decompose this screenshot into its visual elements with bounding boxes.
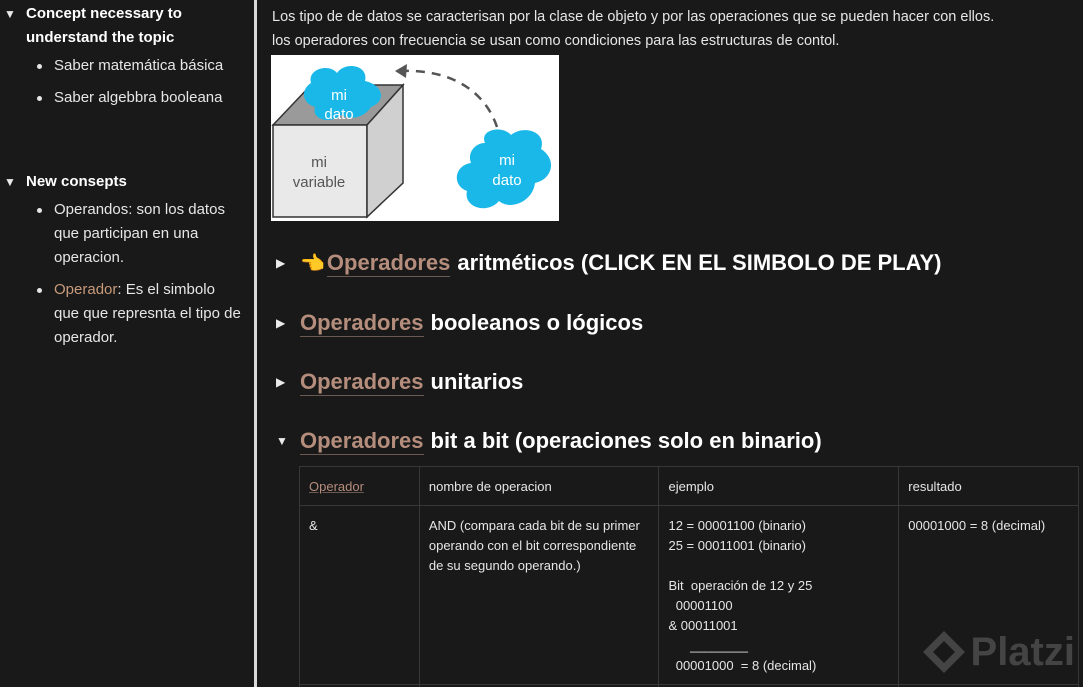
operadores-link[interactable]: Operadores xyxy=(300,427,424,453)
table-cell-nombre[interactable]: AND (compara cada bit de su primer operando con el bit correspondiente de su segundo operando.) xyxy=(419,506,659,685)
toggle-heading-unitarios[interactable] xyxy=(276,366,523,398)
toggle-heading-text: aritméticos (CLICK EN EL SIMBOLO DE PLAY) xyxy=(457,250,942,275)
platzi-watermark xyxy=(921,629,1075,675)
list-item: Saber algebbra booleana xyxy=(0,86,244,110)
toggle-arrow-right-icon[interactable]: ▶ xyxy=(276,316,286,330)
table-header-row xyxy=(300,467,1079,506)
variable-illustration xyxy=(271,55,559,221)
platzi-logo-icon xyxy=(921,629,967,675)
blob-label-2: dato xyxy=(324,106,354,123)
pointing-hand-icon: 👈 xyxy=(300,252,325,275)
sidebar xyxy=(0,0,252,687)
toggle-heading-aritmeticos[interactable] xyxy=(276,247,941,279)
box-label-1: mi xyxy=(311,154,327,171)
list-item: Operandos: son los datos que participan en una operacion. xyxy=(0,198,244,270)
main-content xyxy=(272,0,1072,53)
box-label-2: variable xyxy=(292,174,346,191)
table-cell-operador[interactable]: & xyxy=(300,506,420,685)
operadores-link[interactable]: Operadores xyxy=(326,249,451,275)
blob-label-1: mi xyxy=(499,152,515,169)
intro-line: Los tipo de de datos se caracterisan por la clase de objeto y por las operaciones que se pueden hacer con ellos. xyxy=(272,9,995,25)
bullet-list xyxy=(0,198,244,350)
sidebar-heading: Concept necessary to understand the topic xyxy=(26,5,182,46)
operador-column-link[interactable]: Operador xyxy=(309,479,364,494)
toggle-arrow-down-icon[interactable]: ▼ xyxy=(4,7,16,21)
toggle-arrow-right-icon[interactable]: ▶ xyxy=(276,256,286,270)
list-item-text: : Es el simbolo que que represnta el tipo de operador. xyxy=(54,281,241,346)
operadores-link[interactable]: Operadores xyxy=(300,309,424,335)
watermark-text: Platzi xyxy=(970,629,1075,674)
list-item xyxy=(0,278,244,350)
column-divider xyxy=(254,0,257,687)
toggle-arrow-right-icon[interactable]: ▶ xyxy=(276,375,286,389)
list-item: Saber matemática básica xyxy=(0,54,244,78)
column-header-ejemplo[interactable]: ejemplo xyxy=(659,467,899,506)
column-header-operador[interactable] xyxy=(300,467,420,506)
toggle-heading-text: bit a bit (operaciones solo en binario) xyxy=(430,428,822,453)
sidebar-heading: New consepts xyxy=(26,173,127,190)
blob-label-1: mi xyxy=(331,87,347,104)
arrow-head-icon xyxy=(395,64,407,78)
box-front xyxy=(273,125,367,217)
column-header-nombre[interactable]: nombre de operacion xyxy=(419,467,659,506)
operadores-link[interactable]: Operadores xyxy=(300,368,424,394)
intro-line: los operadores con frecuencia se usan como condiciones para las estructuras de contol. xyxy=(272,33,840,49)
toggle-heading-text: booleanos o lógicos xyxy=(430,310,644,335)
column-header-resultado[interactable]: resultado xyxy=(899,467,1079,506)
operador-link[interactable]: Operador xyxy=(54,281,118,298)
dashed-arrow xyxy=(401,71,497,127)
toggle-arrow-down-icon[interactable]: ▼ xyxy=(4,175,16,189)
blob-label-2: dato xyxy=(492,172,522,189)
variable-illustration-svg xyxy=(271,55,559,221)
sidebar-section-new-concepts xyxy=(0,170,244,358)
table-cell-ejemplo[interactable]: 12 = 00001100 (binario) 25 = 00011001 (binario) Bit operación de 12 y 25 00001100 & 00011001 ________ 00001000 = 8 (decimal) xyxy=(659,506,899,685)
toggle-heading-booleanos[interactable] xyxy=(276,307,643,339)
toggle-heading-bit-a-bit[interactable] xyxy=(276,425,822,457)
table-cell-resultado[interactable]: 00001000 = 8 (decimal) xyxy=(899,506,1079,685)
sidebar-section-prereqs xyxy=(0,2,244,118)
bullet-list xyxy=(0,54,244,110)
toggle-heading-text: unitarios xyxy=(430,369,524,394)
intro-paragraph xyxy=(272,5,1072,53)
toggle-arrow-down-icon[interactable]: ▼ xyxy=(276,434,288,448)
